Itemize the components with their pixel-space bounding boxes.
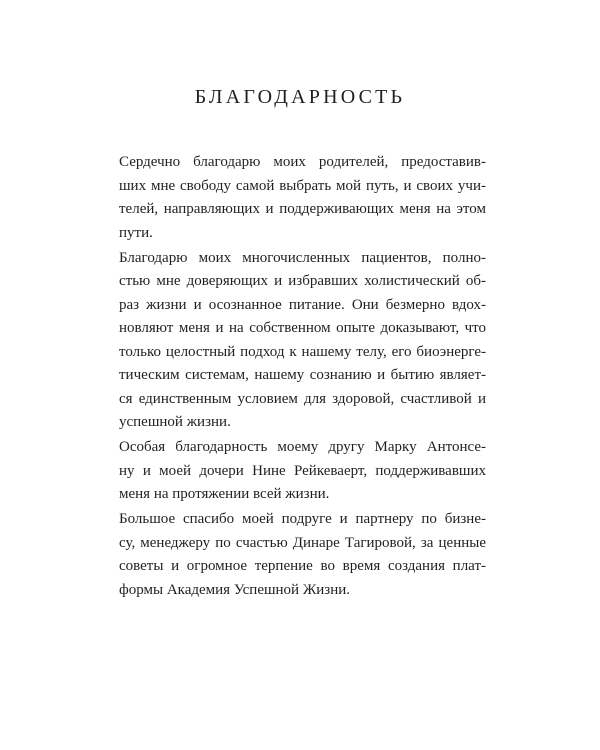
paragraph-patients — [119, 247, 486, 435]
text-line: пути. — [119, 224, 153, 241]
paragraph-partner — [119, 508, 486, 602]
text-line: Благодарю моих многочисленных пациентов, полно- — [119, 249, 486, 266]
acknowledgements-text — [119, 151, 486, 602]
text-line: только целостный подход к нашему телу, его биоэнерге- — [119, 343, 486, 360]
text-line: ших мне свободу самой выбрать мой путь, и своих учи- — [119, 177, 486, 194]
text-line: Большое спасибо моей подруге и партнеру по бизне- — [119, 511, 486, 527]
text-line: телей, направляющих и поддерживающих меня на этом — [119, 201, 486, 217]
text-line: тическим системам, нашему сознанию и бытию являет- — [119, 367, 486, 383]
text-line: Сердечно благодарю моих родителей, предоставив- — [119, 154, 486, 170]
text-line: новляют меня и на собственном опыте доказывают, что — [119, 320, 486, 336]
page-title: БЛАГОДАРНОСТЬ — [194, 86, 406, 108]
text-line: формы Академия Успешной Жизни. — [119, 581, 351, 598]
text-line: Особая благодарность моему другу Марку Антонсе- — [119, 439, 486, 455]
text-line: су, менеджеру по счастью Динаре Тагировой, за ценные — [119, 534, 486, 551]
paragraph-parents — [119, 151, 486, 245]
text-line: ся единственным условием для здоровой, счастливой и — [119, 390, 486, 407]
text-line: раз жизни и осознанное питание. Они безмерно вдох- — [119, 296, 486, 313]
text-line: ну и моей дочери Нине Рейкеваерт, поддерживавших — [119, 462, 486, 479]
text-line: стью мне доверяющих и избравших холистический об- — [119, 273, 486, 289]
text-line: меня на протяжении всей жизни. — [119, 486, 330, 502]
paragraph-family — [119, 436, 486, 507]
text-line: советы и огромное терпение во время создания плат- — [119, 558, 486, 574]
text-line: успешной жизни. — [119, 414, 231, 430]
